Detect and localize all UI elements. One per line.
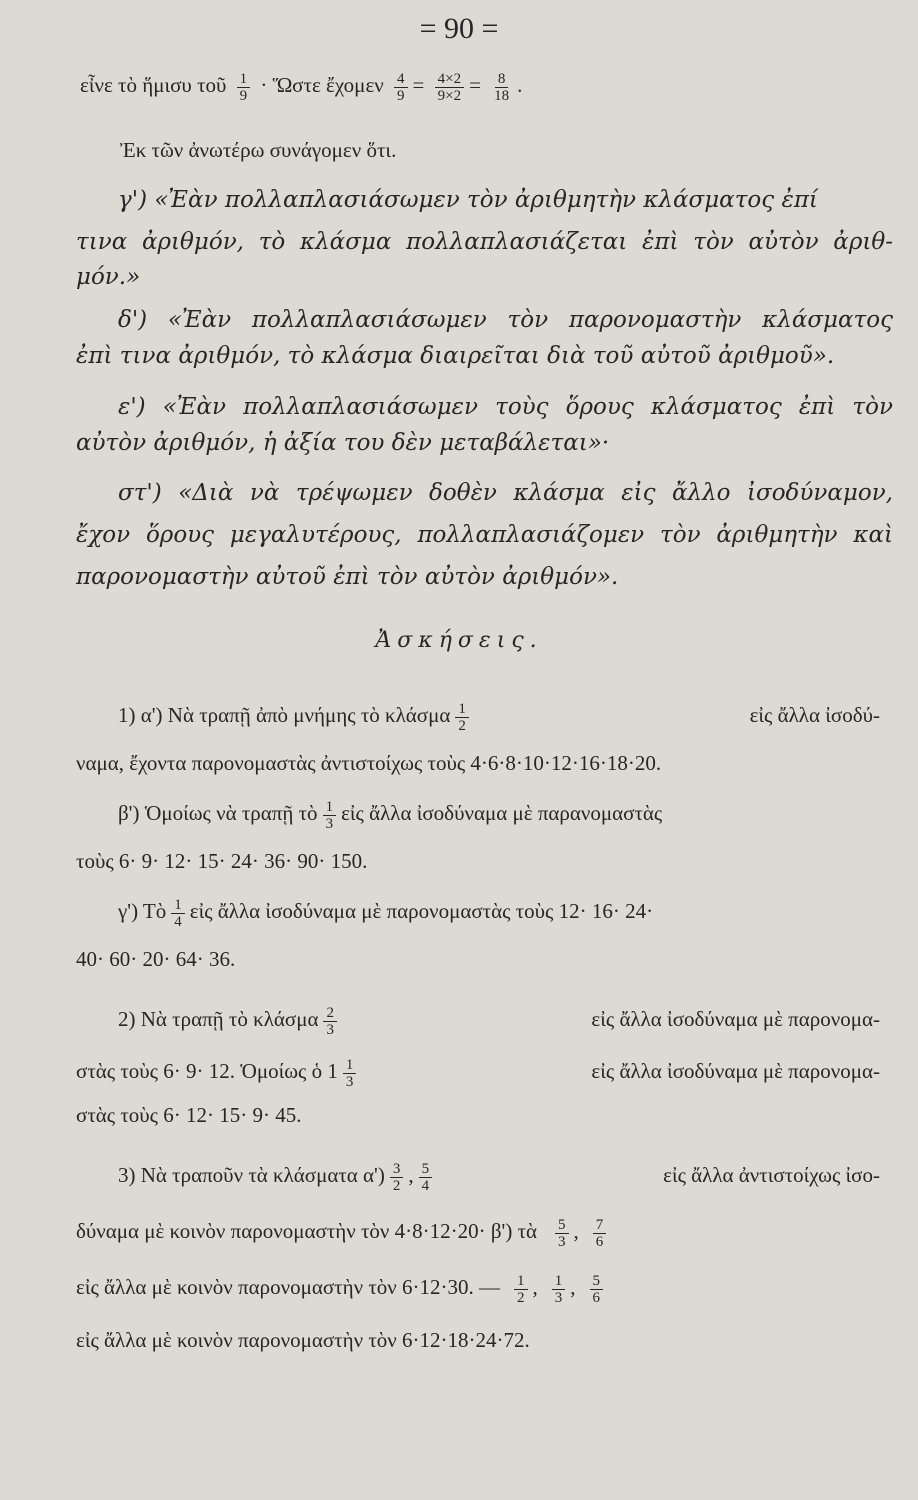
text-line-4: τινα ἀριθμόν, τὸ κλάσμα πολλαπλασιάζεται ἐπὶ τὸν αὐτὸν ἀριθ- <box>76 229 893 255</box>
exercise-2: 2) Νὰ τραπῇ τὸ κλάσμα $\frac{2}{3}$ εἰς ἄλλα ἰσοδύναμα μὲ παρονομα- <box>118 1004 880 1038</box>
exercise-1c-line2: 40· 60· 20· 64· 36. <box>76 947 236 971</box>
exercise-3-line3: εἰς ἄλλα μὲ κοινὸν παρονομαστὴν τὸν 6·12·30. — $\frac{1}{2}$ , $\frac{1}{3}$ , $\frac{5}{6}$ <box>76 1272 608 1306</box>
fraction: $\frac{7}{6}$ <box>593 1217 607 1250</box>
exercise-3-line2: δύναμα μὲ κοινὸν παρονομαστὴν τὸν 4·8·12·20· β') τὰ $\frac{5}{3}$ , $\frac{7}{6}$ <box>76 1216 611 1250</box>
page-number: = 90 = <box>419 12 499 45</box>
exercise-2-line2: στὰς τοὺς 6· 9· 12. Ὁμοίως ὁ 1 $\frac{1}{3}$ εἰς ἄλλα ἰσοδύναμα μὲ παρονομα- <box>76 1056 880 1090</box>
fraction: $\frac{1}{9}$ <box>237 71 251 104</box>
exercise-1b: β') Ὁμοίως νὰ τραπῇ τὸ $\frac{1}{3}$ εἰς ἄλλα ἰσοδύναμα μὲ παρανομαστὰς <box>118 798 663 832</box>
fraction: $\frac{1}{3}$ <box>323 799 337 832</box>
exercise-3: 3) Νὰ τραποῦν τὰ κλάσματα α') $\frac{3}{2}$ , $\frac{5}{4}$ εἰς ἄλλα ἀντιστοίχως ἰσο- <box>118 1160 880 1194</box>
fraction: $\frac{8}{18}$ <box>494 70 510 104</box>
text-line-12: παρονομαστὴν αὐτοῦ ἐπὶ τὸν αὐτὸν ἀριθμόν». <box>76 564 619 590</box>
fraction: $\frac{1}{2}$ <box>455 701 469 734</box>
exercise-2-line3: στὰς τοὺς 6· 12· 15· 9· 45. <box>76 1103 302 1127</box>
text-line-8: ε') «Ἐὰν πολλαπλασιάσωμεν τοὺς ὅρους κλάσματος ἐπὶ τὸν <box>118 394 893 420</box>
fraction: $\frac{4\times 2}{9\times 2}$ <box>435 71 464 104</box>
text-line-5: μόν.» <box>76 264 141 290</box>
exercise-1b-line2: τοὺς 6· 9· 12· 15· 24· 36· 90· 150. <box>76 849 368 873</box>
fraction: $\frac{5}{3}$ <box>555 1217 569 1250</box>
exercise-3-line4: εἰς ἄλλα μὲ κοινὸν παρονομαστὴν τὸν 6·12·18·24·72. <box>76 1328 530 1352</box>
fraction: $\frac{1}{4}$ <box>171 897 185 930</box>
text-line-9: αὐτὸν ἀριθμόν, ἡ ἀξία του δὲν μεταβάλεται»· <box>76 430 610 456</box>
text-line-6: δ') «Ἐὰν πολλαπλασιάσωμεν τὸν παρονομαστὴν κλάσματος <box>118 307 893 333</box>
text-line-3: γ') «Ἐὰν πολλαπλασιάσωμεν τὸν ἀριθμητὴν κλάσματος ἐπί <box>118 187 818 213</box>
fraction: $\frac{2}{3}$ <box>323 1005 337 1038</box>
text-line-2: Ἐκ τῶν ἀνωτέρω συνάγομεν ὅτι. <box>120 138 397 162</box>
fraction: $\frac{5}{4}$ <box>419 1161 433 1194</box>
text-line-10: στ') «Διὰ νὰ τρέψωμεν δοθὲν κλάσμα εἰς ἄλλο ἰσοδύναμον, <box>118 480 893 506</box>
fraction: $\frac{1}{2}$ <box>514 1273 528 1306</box>
text-line-11: ἔχον ὅρους μεγαλυτέρους, πολλαπλασιάζομεν τὸν ἀριθμητὴν καὶ <box>76 522 893 548</box>
fraction: $\frac{4}{9}$ <box>394 71 408 104</box>
exercise-1c: γ') Τὸ $\frac{1}{4}$ εἰς ἄλλα ἰσοδύναμα μὲ παρονομαστὰς τοὺς 12· 16· 24· <box>118 896 654 930</box>
exercise-1a-line2: ναμα, ἔχοντα παρονομαστὰς ἀντιστοίχως τοὺς 4·6·8·10·12·16·18·20. <box>76 751 662 775</box>
exercise-1a: 1) α') Νὰ τραπῇ ἀπὸ μνήμης τὸ κλάσμα $\frac{1}{2}$ εἰς ἄλλα ἰσοδύ- <box>118 700 880 734</box>
fraction: $\frac{5}{6}$ <box>590 1273 604 1306</box>
fraction: $\frac{1}{3}$ <box>343 1057 357 1090</box>
text-line-7: ἐπὶ τινα ἀριθμόν, τὸ κλάσμα διαιρεῖται διὰ τοῦ αὐτοῦ ἀριθμοῦ». <box>76 343 835 369</box>
exercises-heading: Ἀσκήσεις. <box>375 628 543 653</box>
fraction: $\frac{3}{2}$ <box>390 1161 404 1194</box>
fraction: $\frac{1}{3}$ <box>552 1273 566 1306</box>
text-line-1: εἶνε τὸ ἥμισυ τοῦ $\frac{1}{9}$ · Ὥστε ἔχομεν $\frac{4}{9}$ = $\frac{4\times 2}{9\times 2}$ = $\frac{8}{18}$ . <box>80 70 523 104</box>
